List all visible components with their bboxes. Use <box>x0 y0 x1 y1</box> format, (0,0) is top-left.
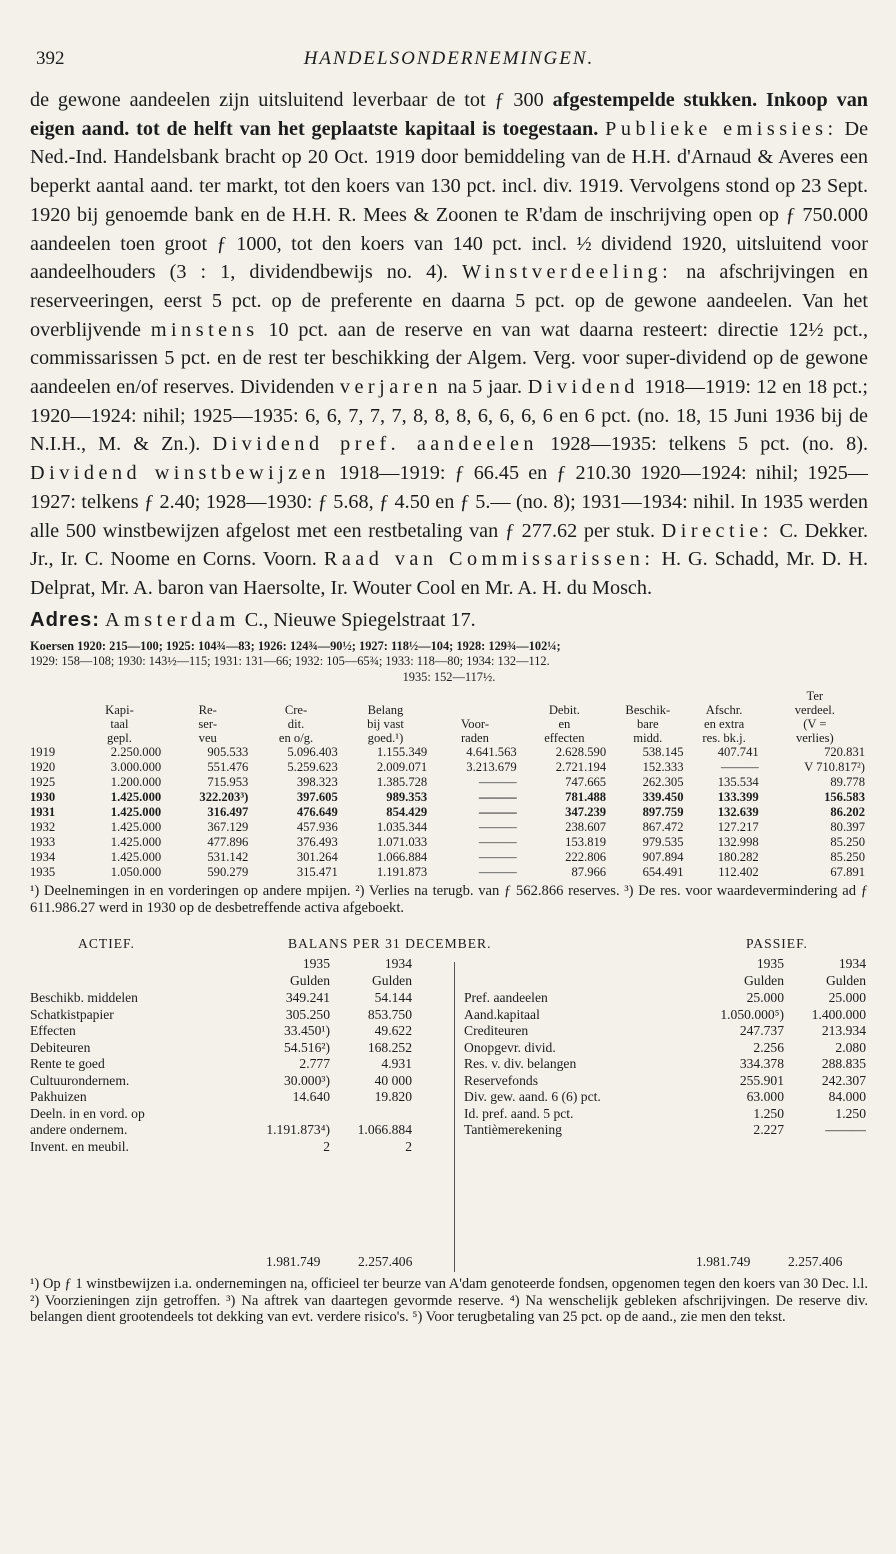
table-cell: 1.425.000 <box>110 850 162 865</box>
balance-line <box>464 990 868 1007</box>
balance-value-1934: 853.750 <box>367 1006 412 1022</box>
balance-line <box>464 1040 868 1057</box>
table-cell: ——— <box>478 775 517 790</box>
balance-item-label: Rente te goed <box>30 1056 105 1072</box>
balance-title: BALANS PER 31 DECEMBER. <box>288 936 492 952</box>
balance-item-label: Aand.kapitaal <box>464 1006 540 1022</box>
currency-2: Gulden <box>825 973 866 989</box>
balance-line <box>464 1056 868 1073</box>
table-cell: 2.250.000 <box>110 745 162 760</box>
balance-item-label: Schatkistpapier <box>30 1006 114 1022</box>
passief-total-1935: 1.981.749 <box>696 1254 751 1270</box>
table-cell: 156.583 <box>824 790 865 805</box>
table-cell: 407.741 <box>717 745 759 760</box>
price-history <box>30 639 868 686</box>
table-cell: 367.129 <box>207 820 249 835</box>
table-cell: 3.000.000 <box>110 760 162 775</box>
table-cell: 4.641.563 <box>466 745 517 760</box>
balance-item-label: Invent. en meubil. <box>30 1138 129 1154</box>
balance-item-label: Debiteuren <box>30 1039 91 1055</box>
balance-item-label: Tantièmerekening <box>464 1122 562 1138</box>
table-cell: 477.896 <box>207 835 249 850</box>
balance-item-label: Crediteuren <box>464 1023 529 1039</box>
table-cell: 590.279 <box>207 865 249 880</box>
balance-value-1934: 1.066.884 <box>357 1122 412 1138</box>
balance-value-1935: 2.227 <box>753 1122 784 1138</box>
table-cell: 112.402 <box>718 865 759 880</box>
year-2: 1934 <box>838 956 866 972</box>
passief-title: PASSIEF. <box>746 936 808 952</box>
balance-value-1935: 33.450¹) <box>284 1023 330 1039</box>
table-row <box>30 805 868 820</box>
table-cell: 1.066.884 <box>376 850 428 865</box>
table-cell: 80.397 <box>830 820 865 835</box>
section-label-dividend-winstbewijzen: Dividend winstbewijzen <box>30 462 330 485</box>
page-header <box>30 48 868 86</box>
table-cell: ——— <box>478 835 517 850</box>
table-cell: 301.264 <box>296 850 338 865</box>
column-header: Ter verdeel. (V = verlies) <box>794 689 835 746</box>
column-header: Afschr. en extra res. bk.j. <box>702 703 746 746</box>
table-cell: ——— <box>478 790 517 805</box>
balance-line <box>464 1089 868 1106</box>
table-row <box>30 760 868 775</box>
table-cell: 86.202 <box>830 805 865 820</box>
balance-line <box>30 1089 430 1106</box>
balance-value-1934: 84.000 <box>828 1089 866 1105</box>
table-cell: 322.203³) <box>199 790 249 805</box>
balance-item-label: andere ondernem. <box>30 1122 128 1138</box>
table-cell: 1.071.033 <box>376 835 428 850</box>
table-cell: 2.009.071 <box>376 760 428 775</box>
table-row <box>30 835 868 850</box>
table-cell: ——— <box>478 805 517 820</box>
company-description <box>30 86 868 603</box>
text-fragment: de gewone aandeelen zijn uitsluitend leverbaar de tot <box>30 89 486 111</box>
table-cell: 3.213.679 <box>466 760 517 775</box>
row-year: 1931 <box>30 805 56 820</box>
address <box>30 605 868 635</box>
balance-item-label: Pref. aandeelen <box>464 990 548 1006</box>
row-year: 1930 <box>30 790 56 805</box>
balance-item-label: Effecten <box>30 1023 76 1039</box>
balance-value-1935: 54.516²) <box>284 1039 330 1055</box>
table-cell: 867.472 <box>642 820 684 835</box>
description-paragraph <box>30 86 868 603</box>
balance-line <box>30 1007 430 1024</box>
balance-value-1934: 2 <box>405 1138 412 1154</box>
table-cell: 905.533 <box>207 745 249 760</box>
table-cell: 476.649 <box>296 805 338 820</box>
table-cell: 5.096.403 <box>287 745 338 760</box>
actief-column <box>30 956 430 1155</box>
table-cell: 132.998 <box>717 835 759 850</box>
balance-item-label: Id. pref. aand. 5 pct. <box>464 1105 574 1121</box>
table-cell: 238.607 <box>565 820 607 835</box>
balance-item-label: Div. gew. aand. 6 (6) pct. <box>464 1089 601 1105</box>
table-cell: 262.305 <box>642 775 684 790</box>
row-year: 1919 <box>30 745 56 760</box>
table-cell: 897.759 <box>642 805 684 820</box>
table-cell: 907.894 <box>642 850 684 865</box>
balance-footnotes: ¹) Op ƒ 1 winstbewijzen i.a. ondernemingen na, officieel ter beurze van A'dam genoteerde fondsen, opgenomen tegen den koers van 30 Dec. l.l. ²) Voorzieningen zijn getroffen. ³) Na aftrek van daartegen gevormde reserve. ⁴) Na wenschelijk gebleken afschrijvingen. De reserve div. belangen dient grootendeels tot dekking van evt. verdere risico's. ⁵) Voor terugbetaling van 25 pct. op de aand., zie men den tekst. <box>30 1276 868 1326</box>
column-header: Debit. en effecten <box>544 703 585 746</box>
table-row <box>30 820 868 835</box>
balance-value-1935: 349.241 <box>285 990 330 1006</box>
table-cell: 87.966 <box>571 865 607 880</box>
balance-line <box>30 1139 430 1156</box>
balance-value-1935: 1.050.000⁵) <box>720 1006 784 1022</box>
table-row <box>30 775 868 790</box>
table-cell: 1.035.344 <box>376 820 428 835</box>
column-header: Voor- raden <box>460 717 490 746</box>
currency-2: Gulden <box>371 973 412 989</box>
table-cell: 316.497 <box>207 805 249 820</box>
table-cell: 457.936 <box>296 820 338 835</box>
balance-item-label: Reservefonds <box>464 1072 538 1088</box>
table-cell: 747.665 <box>565 775 607 790</box>
balance-value-1935: 2.256 <box>753 1039 784 1055</box>
price-line: Koersen 1920: 215—100; 1925: 104¾—83; 1926: 124¾—90½; 1927: 118½—104; 1928: 129¾—102¼; <box>30 638 561 653</box>
row-year: 1935 <box>30 865 56 880</box>
balance-value-1935: 30.000³) <box>284 1072 330 1088</box>
row-year: 1925 <box>30 775 56 790</box>
balance-line <box>30 990 430 1007</box>
text-fragment: 1918—1919: 12 en 18 pct.; 1920—1924: nihil; 1925—1935: 6, 6, 7, 7, 7, 8, 8, 8, 6, 6, 6, 6 en 6 pct. (no. 18, 15 Juni 1936 bij de N.I.H., M. & Zn.). <box>30 376 869 456</box>
passief-total-1934: 2.257.406 <box>788 1254 843 1270</box>
balance-value-1934: 54.144 <box>374 990 412 1006</box>
year-header-row <box>30 956 430 973</box>
balance-value-1934: 288.835 <box>821 1056 866 1072</box>
price-line: 1929: 158—108; 1930: 143½—115; 1931: 131—66; 1932: 105—65¾; 1933: 118—80; 1934: 132—112. <box>30 654 550 669</box>
text-fragment: 1928—1935: telkens 5 pct. (no. 8). <box>550 433 868 456</box>
column-header: Kapi- taal gepl. <box>105 703 134 746</box>
text-fragment: H. G. Schadd, Mr. D. H. Delprat, Mr. A. baron van Haersolte, Ir. Wouter Cool en Mr. A. H. du Mosch. <box>30 548 869 599</box>
table-cell: 127.217 <box>717 820 759 835</box>
table-cell: 720.831 <box>824 745 865 760</box>
balance-line <box>30 1106 430 1123</box>
table-cell: 376.493 <box>296 835 338 850</box>
table-cell: 85.250 <box>830 835 865 850</box>
section-label-dividend-pref: Dividend pref. aandeelen <box>212 433 539 456</box>
table-row <box>30 865 868 880</box>
table-cell: 781.488 <box>565 790 607 805</box>
balance-value-1934: 2.080 <box>835 1039 866 1055</box>
table-row <box>30 745 868 760</box>
balance-value-1935: 305.250 <box>285 1006 330 1022</box>
table-cell: 1.425.000 <box>110 790 162 805</box>
balance-item-label: Beschikb. middelen <box>30 990 138 1006</box>
balance-value-1935: 334.378 <box>739 1056 784 1072</box>
balance-totals <box>30 1254 868 1272</box>
table-cell: ——— <box>478 865 517 880</box>
spaced-word: minstens <box>150 318 259 341</box>
balance-line <box>464 1007 868 1024</box>
section-label-dividend: Dividend <box>527 376 639 399</box>
balance-value-1935: 25.000 <box>746 990 784 1006</box>
balance-item-label: Pakhuizen <box>30 1089 87 1105</box>
table-cell: 1.385.728 <box>376 775 428 790</box>
text-fragment: afgestempelde stukken. Inkoop van eigen aand. tot de helft van het geplaatste kapitaal is toegestaan. <box>30 89 869 140</box>
balance-value-1935: 14.640 <box>292 1089 330 1105</box>
balance-value-1935: 2 <box>323 1138 330 1154</box>
table-cell: 1.425.000 <box>110 820 162 835</box>
balance-line <box>464 1106 868 1123</box>
spaced-word: verjaren <box>339 376 442 399</box>
balance-line <box>464 1122 868 1139</box>
table-cell: 315.471 <box>296 865 338 880</box>
balance-value-1934: 1.400.000 <box>811 1006 866 1022</box>
balance-value-1934: 168.252 <box>367 1039 412 1055</box>
balance-value-1934: 4.931 <box>381 1056 412 1072</box>
currency-1: Gulden <box>743 973 784 989</box>
balance-item-label: Deeln. in en vord. op <box>30 1105 145 1121</box>
page <box>30 48 869 1326</box>
text-fragment: De Ned.-Ind. Handelsbank bracht op 20 Oct. 1919 door bemiddeling van de H.H. d'Arnaud & Averes een beperkt aantal aand. ter markt, tot den koers van 130 pct. incl. div. 1919. Vervolgens stond op 23 Sept. 1920 bij genoemde bank en de H.H. R. Mees & Zoonen te R'dam de inschrijving open op ƒ 750.000 aandeelen toen groot ƒ 1000, tot den koers van 140 pct. incl. ½ dividend 1920, uitsluitend voor aandeelhouders (3 : 1, dividendbewijs no. 4). <box>30 117 869 284</box>
table-cell: 989.353 <box>386 790 428 805</box>
financial-table <box>30 689 868 880</box>
address-street: C., Nieuwe Spiegelstraat 17. <box>244 608 476 631</box>
balance-sheet <box>30 936 868 1326</box>
table-cell: 1.425.000 <box>110 805 162 820</box>
year-1: 1935 <box>302 956 330 972</box>
table-cell: ——— <box>720 760 759 775</box>
price-line: 1935: 152—117½. <box>402 669 496 684</box>
table-cell: 1.200.000 <box>110 775 162 790</box>
year-header-row <box>464 956 868 973</box>
table-cell: 85.250 <box>830 850 865 865</box>
actief-title: ACTIEF. <box>78 936 135 952</box>
table-cell: 135.534 <box>717 775 759 790</box>
balance-line <box>464 1023 868 1040</box>
table-cell: 5.259.623 <box>287 760 338 775</box>
column-header: Re- ser- veu <box>198 703 218 746</box>
table-cell: ——— <box>478 850 517 865</box>
balance-value-1934: 213.934 <box>821 1023 866 1039</box>
table-cell: 89.778 <box>830 775 865 790</box>
currency-header-row <box>30 973 430 990</box>
section-label-publieke-emissies: Publieke emissies: <box>605 117 838 140</box>
table-cell: 1.191.873 <box>376 865 428 880</box>
balance-value-1934: 242.307 <box>821 1072 866 1088</box>
balance-value-1934: ——— <box>825 1122 866 1138</box>
balance-value-1935: 2.777 <box>299 1056 330 1072</box>
actief-total-1935: 1.981.749 <box>266 1254 321 1270</box>
column-divider <box>454 962 455 1272</box>
actief-total-1934: 2.257.406 <box>358 1254 413 1270</box>
table-cell: 654.491 <box>642 865 684 880</box>
table-cell: 979.535 <box>642 835 684 850</box>
currency-header-row <box>464 973 868 990</box>
row-year: 1932 <box>30 820 56 835</box>
balance-line <box>30 1073 430 1090</box>
section-label-directie: Directie: <box>661 519 773 542</box>
balance-value-1934: 19.820 <box>374 1089 412 1105</box>
balance-line <box>30 1023 430 1040</box>
table-cell: 347.239 <box>565 805 607 820</box>
currency-1: Gulden <box>289 973 330 989</box>
table-cell: 132.639 <box>717 805 759 820</box>
balance-line <box>30 1056 430 1073</box>
running-title: HANDELSONDERNEMINGEN. <box>303 48 595 69</box>
text-fragment: ƒ 300 <box>494 89 544 111</box>
address-city: Amsterdam <box>105 608 240 631</box>
table-cell: 1.155.349 <box>376 745 428 760</box>
table-cell: 531.142 <box>207 850 249 865</box>
column-header: Cre- dit. en o/g. <box>278 703 314 746</box>
balance-value-1934: 49.622 <box>374 1023 412 1039</box>
address-label: Adres: <box>30 608 100 631</box>
column-header: Beschik- bare midd. <box>625 703 671 746</box>
balance-value-1935: 247.737 <box>739 1023 784 1039</box>
page-number: 392 <box>36 48 65 69</box>
text-fragment: na afschrijvingen en reserveeringen, eerst 5 pct. op de preferente en daarna 5 pct. op de gewone aandeelen. Van het overblijvende <box>30 261 868 341</box>
text-fragment: 10 pct. aan de reserve en van wat daarna resteert: directie 12½ pct., commissarissen 5 pct. en de rest ter beschikking der Algem. Verg. voor super-dividend op de gewone aandeelen en/of reserves. Dividenden <box>30 318 869 399</box>
balance-value-1934: 25.000 <box>828 990 866 1006</box>
balance-item-label: Onopgevr. divid. <box>464 1039 556 1055</box>
balance-value-1934: 1.250 <box>835 1105 866 1121</box>
balance-value-1935: 63.000 <box>746 1089 784 1105</box>
table-cell: 153.819 <box>565 835 607 850</box>
table-cell: 715.953 <box>207 775 249 790</box>
balance-line <box>30 1122 430 1139</box>
text-fragment: 1918—1919: ƒ 66.45 en ƒ 210.30 1920—1924: nihil; 1925—1927: telkens ƒ 2.40; 1928—1930: ƒ 5.68, ƒ 4.50 en ƒ 5.— (no. 8); 1931—1934: nihil. In 1935 werden alle 500 winstbewijzen afgelost met een restbetaling van ƒ 277.62 per stuk. <box>30 462 868 542</box>
table-cell: 180.282 <box>717 850 759 865</box>
balance-value-1935: 1.191.873⁴) <box>266 1122 330 1138</box>
table-cell: ——— <box>478 820 517 835</box>
table-row <box>30 790 868 805</box>
table-body <box>30 745 868 880</box>
table-cell: 152.333 <box>642 760 684 775</box>
balance-value-1934: 40 000 <box>374 1072 412 1088</box>
column-header <box>30 689 75 745</box>
text-fragment: C. Dekker. Jr., Ir. C. Noome en Corns. Voorn. <box>30 519 868 571</box>
table-cell: 339.450 <box>642 790 684 805</box>
table-cell: 398.323 <box>296 775 338 790</box>
balance-value-1935: 1.250 <box>753 1105 784 1121</box>
row-year: 1920 <box>30 760 56 775</box>
section-label-raad: Raad van Commissarissen: <box>323 548 655 571</box>
balance-line <box>30 1040 430 1057</box>
table-cell: 2.721.194 <box>555 760 607 775</box>
passief-column <box>464 956 868 1139</box>
table-cell: V 710.817²) <box>804 760 865 775</box>
table-notes: ¹) Deelnemingen in en vorderingen op andere mpijen. ²) Verlies na terugb. van ƒ 562.866 reserves. ³) De res. voor waardevermindering ad ƒ 611.986.27 werd in 1930 op de desbetreffende activa afgeboekt. <box>30 883 868 916</box>
year-2: 1934 <box>384 956 412 972</box>
year-1: 1935 <box>756 956 784 972</box>
table-header-row <box>30 689 868 745</box>
table-row <box>30 850 868 865</box>
table-cell: 397.605 <box>296 790 338 805</box>
table-cell: 2.628.590 <box>555 745 607 760</box>
balance-item-label: Res. v. div. belangen <box>464 1056 577 1072</box>
table-cell: 538.145 <box>642 745 684 760</box>
section-label-winstverdeeling: Winstverdeeling: <box>462 261 673 284</box>
table-cell: 551.476 <box>207 760 249 775</box>
text-fragment: na 5 jaar. <box>447 376 523 399</box>
table-cell: 133.399 <box>717 790 759 805</box>
balance-item-label: Cultuurondernem. <box>30 1072 130 1088</box>
balance-line <box>464 1073 868 1090</box>
table-cell: 1.425.000 <box>110 835 162 850</box>
row-year: 1934 <box>30 850 56 865</box>
row-year: 1933 <box>30 835 56 850</box>
balance-value-1935: 255.901 <box>739 1072 784 1088</box>
table-cell: 67.891 <box>830 865 865 880</box>
table-cell: 222.806 <box>565 850 607 865</box>
table-cell: 1.050.000 <box>110 865 162 880</box>
column-header: Belang bij vast goed.¹) <box>367 703 404 746</box>
table-cell: 854.429 <box>386 805 428 820</box>
